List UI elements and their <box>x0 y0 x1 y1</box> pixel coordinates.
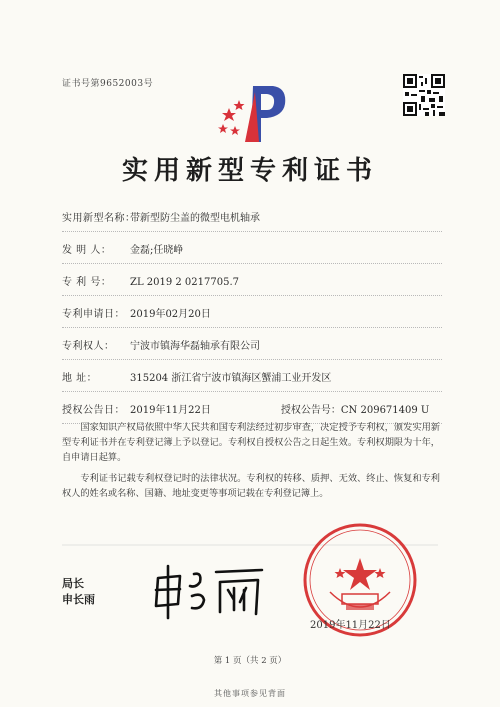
certificate-title: 实用新型专利证书 <box>121 156 378 186</box>
footer-note: 其他事项参见背面 <box>214 689 286 698</box>
certificate-body <box>62 420 440 507</box>
field-grant-date-label: 授权公告日： <box>62 405 125 416</box>
field-grant-no-value: CN 209671409 U <box>340 405 430 416</box>
field-patentee <box>62 340 442 360</box>
cnipa-logo-icon <box>215 78 295 148</box>
field-patent-no-value: ZL 2019 2 0217705.7 <box>130 277 240 288</box>
page-number: 第 1 页（共 2 页） <box>213 656 287 666</box>
issue-date: 2019年11月22日 <box>310 620 391 631</box>
qr-code-icon <box>403 74 445 116</box>
field-filing-date <box>62 308 442 328</box>
field-address-label: 地 址： <box>62 373 98 384</box>
director-signature-icon <box>150 560 270 620</box>
field-grant-no-label: 授权公告号： <box>280 405 341 416</box>
field-patentee-value: 宁波市镇海华磊轴承有限公司 <box>130 341 260 352</box>
field-name <box>62 212 442 232</box>
director-title: 局长 <box>62 577 84 590</box>
field-inventor-value: 金磊;任晓峥 <box>130 245 184 256</box>
field-patent-no <box>62 276 442 296</box>
field-patent-no-label: 专 利 号： <box>62 277 112 288</box>
certificate-number: 证书号第9652003号 <box>62 79 154 89</box>
director-block <box>62 576 95 608</box>
field-address <box>62 372 442 392</box>
field-filing-date-value: 2019年02月20日 <box>130 309 211 320</box>
field-inventor <box>62 244 442 264</box>
field-address-value: 315204 浙江省宁波市镇海区蟹浦工业开发区 <box>130 373 332 384</box>
patent-fields <box>62 212 442 436</box>
field-grant-date-value: 2019年11月22日 <box>130 405 211 416</box>
body-paragraph-1: 国家知识产权局依照中华人民共和国专利法经过初步审查，决定授予专利权，颁发实用新型专利证书并在专利登记簿上予以登记。专利权自授权公告之日起生效。专利权期限为十年，自申请日起算。 <box>62 422 440 463</box>
field-name-value: 带新型防尘盖的微型电机轴承 <box>130 213 260 224</box>
field-inventor-label: 发 明 人： <box>62 245 112 256</box>
field-patentee-label: 专利权人： <box>62 341 115 352</box>
field-name-label: 实用新型名称： <box>62 213 136 224</box>
body-paragraph-2: 专利证书记载专利权登记时的法律状况。专利权的转移、质押、无效、终止、恢复和专利权人的姓名或名称、国籍、地址变更等事项记载在专利登记簿上。 <box>62 473 440 499</box>
field-filing-date-label: 专利申请日： <box>62 309 125 320</box>
director-name: 申长雨 <box>62 593 95 606</box>
